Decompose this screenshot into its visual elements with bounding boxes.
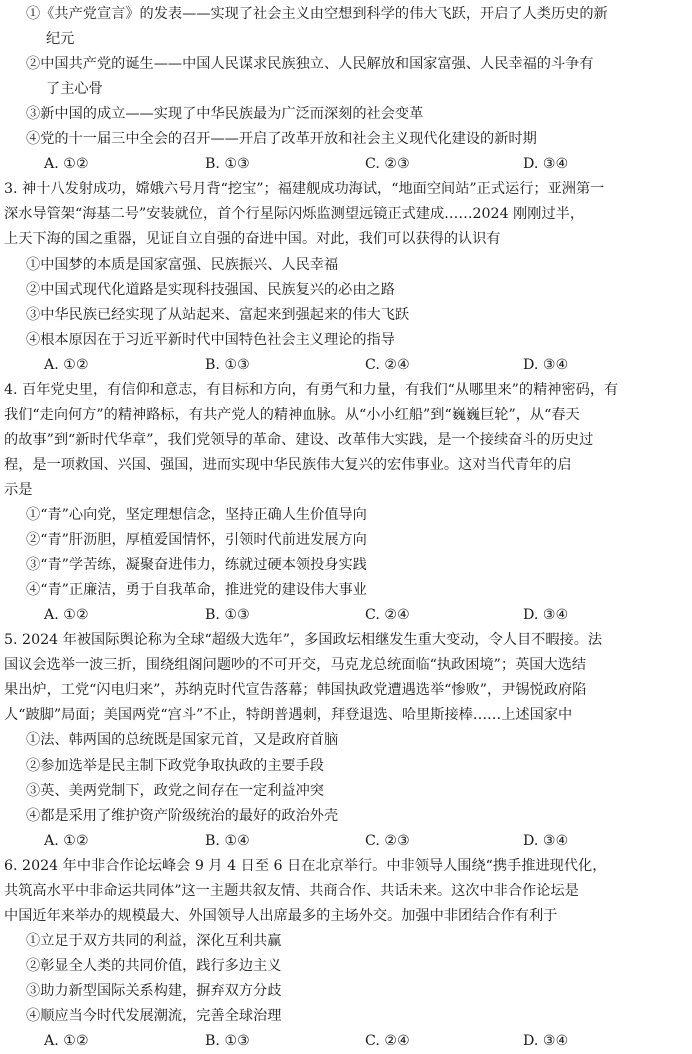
text-line: 人“跛脚”局面；美国两党“宫斗”不止，特朗普遇刺，拜登退选、哈里斯接棒……上述国家中 xyxy=(4,707,573,724)
text-line: ②“青”肝沥胆，厚植爱国情怀，引领时代前进发展方向 xyxy=(26,532,367,549)
text-line: ②中国式现代化道路是实现科技强国、民族复兴的必由之路 xyxy=(26,281,395,298)
text-line: 程，是一项救国、兴国、强国，进而实现中华民族伟大复兴的宏伟事业。这对当代青年的启 xyxy=(4,456,572,473)
answer-option: D. ③④ xyxy=(523,832,569,849)
text-line: ③英、美两党制下，政党之间存在一定利益冲突 xyxy=(26,782,324,799)
text-line: 中国近年来举办的规模最大、外国领导人出席最多的主场外交。加强中非团结合作有利于 xyxy=(4,907,558,924)
answer-option: B. ①③ xyxy=(205,356,250,373)
answer-option: A. ①② xyxy=(44,156,89,173)
answer-option: C. ②③ xyxy=(365,832,410,849)
answer-option: B. ①③ xyxy=(205,156,250,173)
answer-option: B. ①③ xyxy=(205,607,250,624)
answer-option: D. ③④ xyxy=(523,156,569,173)
text-line: 共筑高水平中非命运共同体”这一主题共叙友情、共商合作、共话未来。这次中非合作论坛是 xyxy=(4,882,579,899)
text-line: 上天下海的国之重器，见证自立自强的奋进中国。对此，我们可以获得的认识有 xyxy=(4,231,501,248)
answer-option: A. ①② xyxy=(44,607,89,624)
text-line: ④顺应当今时代发展潮流，完善全球治理 xyxy=(26,1008,282,1024)
text-line: ④都是采用了维护资产阶级统治的最好的政治外壳 xyxy=(26,807,339,824)
text-line: ①中国梦的本质是国家富强、民族振兴、人民幸福 xyxy=(26,256,339,273)
text-line: ④“青”正廉洁，勇于自我革命，推进党的建设伟大事业 xyxy=(26,582,367,599)
answer-option: C. ②④ xyxy=(365,1033,410,1050)
text-line: 深水导管架“海基二号”安装就位，首个行星际闪烁监测望远镜正式建成……2024 刚刚过半， xyxy=(4,206,585,223)
answer-option: B. ①③ xyxy=(205,1033,250,1050)
answer-option: A. ①② xyxy=(44,1033,89,1050)
text-line: ③中华民族已经实现了从站起来、富起来到强起来的伟大飞跃 xyxy=(26,306,410,323)
text-line: ③新中国的成立——实现了中华民族最为广泛而深刻的社会变革 xyxy=(26,106,424,123)
text-line: ①《共产党宣言》的发表——实现了社会主义由空想到科学的伟大飞跃，开启了人类历史的新 xyxy=(26,6,608,22)
text-line: 6. 2024 年中非合作论坛峰会 9 月 4 日至 6 日在北京举行。中非领导人围绕“携手推进现代化， xyxy=(4,857,607,874)
text-line: 国议会选举一波三折，围绕组阁问题吵的不可开交，马克龙总统面临“执政困境”；英国大选结 xyxy=(4,657,587,674)
text-line: 示是 xyxy=(4,481,33,498)
answer-option: A. ①② xyxy=(44,356,89,373)
answer-option: A. ①② xyxy=(44,832,89,849)
text-line: 3. 神十八发射成功，嫦娥六号月背“挖宝”；福建舰成功海试，“地面空间站”正式运行；亚洲第一 xyxy=(4,181,605,198)
text-line: ①立足于双方共同的利益，深化互利共赢 xyxy=(26,932,282,949)
answer-option: C. ②③ xyxy=(365,156,410,173)
text-line: 的故事”到“新时代华章”，我们党领导的革命、建设、改革伟大实践，是一个接续奋斗的历史过 xyxy=(4,431,594,448)
answer-option: D. ③④ xyxy=(523,356,569,373)
answer-option: B. ①④ xyxy=(205,832,250,849)
answer-option: D. ③④ xyxy=(523,1033,569,1050)
text-line: 纪元 xyxy=(46,31,75,48)
text-line: ④根本原因在于习近平新时代中国特色社会主义理论的指导 xyxy=(26,331,395,348)
text-line: 了主心骨 xyxy=(46,81,103,98)
answer-option: D. ③④ xyxy=(523,607,569,624)
text-line: ②参加选举是民主制下政党争取执政的主要手段 xyxy=(26,757,324,774)
text-line: 果出炉，工党“闪电归来”，苏纳克时代宣告落幕；韩国执政党遭遇选举“惨败”，尹锡悦政府陷 xyxy=(4,682,587,699)
text-line: 我们“走向何方”的精神路标，有共产党人的精神血脉。从“小小红船”到“巍巍巨轮”，从“春天 xyxy=(4,406,580,423)
text-line: ③“青”学苦练，凝聚奋进伟力，练就过硬本领投身实践 xyxy=(26,557,367,574)
text-line: 4. 百年党史里，有信仰和意志，有目标和方向，有勇气和力量，有我们“从哪里来”的精神密码，有 xyxy=(4,381,619,398)
text-line: ①“青”心向党，坚定理想信念，坚持正确人生价值导向 xyxy=(26,507,367,523)
text-line: ③助力新型国际关系构建，摒弃双方分歧 xyxy=(26,982,282,999)
text-line: 5. 2024 年被国际舆论称为全球“超级大选年”，多国政坛相继发生重大变动，令人目不暇接。法 xyxy=(4,632,603,649)
text-line: ④党的十一届三中全会的召开——开启了改革开放和社会主义现代化建设的新时期 xyxy=(26,131,537,148)
answer-option: C. ②④ xyxy=(365,607,410,624)
answer-option: C. ②④ xyxy=(365,356,410,373)
text-line: ②彰显全人类的共同价值，践行多边主义 xyxy=(26,957,282,974)
text-line: ①法、韩两国的总统既是国家元首，又是政府首脑 xyxy=(26,732,339,749)
text-line: ②中国共产党的诞生——中国人民谋求民族独立、人民解放和国家富强、人民幸福的斗争有 xyxy=(26,56,594,73)
